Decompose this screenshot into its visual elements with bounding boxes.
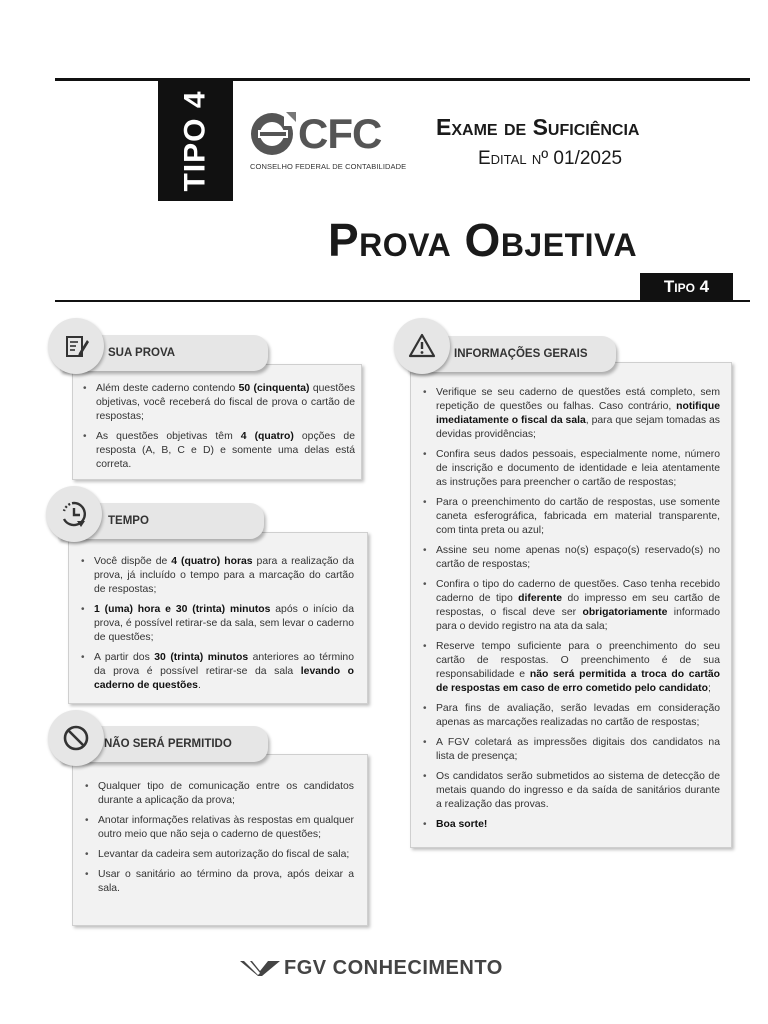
bold-text: diferente bbox=[518, 593, 563, 604]
clock-history-icon bbox=[59, 499, 89, 529]
list-item: • Qualquer tipo de comunicação entre os candidatos durante a aplicação da prova; bbox=[82, 780, 354, 808]
bold-text: levando o caderno de questões bbox=[94, 666, 355, 691]
list-item bbox=[420, 818, 720, 832]
bold-text: 4 (quatro) bbox=[240, 431, 294, 442]
list-item: • Para o preenchimento do cartão de respostas, use somente caneta esferográfica, fabricada em material transparente, com tinta preta ou azul; bbox=[420, 496, 720, 538]
list-item: • A partir dos 30 (trinta) minutos anteriores ao término da prova é possível retirar-se da sala levando o caderno de questões. bbox=[78, 651, 354, 693]
tipo-vertical-block bbox=[158, 81, 233, 201]
tempo-icon-badge bbox=[46, 486, 102, 542]
tempo-list bbox=[78, 555, 354, 699]
list-item: • Assine seu nome apenas no(s) espaço(s) reservado(s) no cartão de respostas; bbox=[420, 544, 720, 572]
bold-text: 4 (quatro) horas bbox=[171, 556, 253, 567]
informacoes-list bbox=[420, 386, 720, 838]
header-bottom-rule bbox=[55, 300, 750, 302]
nao-permitido-list bbox=[82, 780, 354, 902]
tipo-vertical-label: TIPO 4 bbox=[178, 90, 212, 192]
list-item: • Você dispõe de 4 (quatro) horas para a realização da prova, já incluído o tempo para a marcação do cartão de respostas; bbox=[78, 555, 354, 597]
sua-prova-title: SUA PROVA bbox=[108, 347, 176, 359]
bold-text: não será permitida a troca do cartão de respostas em caso de erro cometido pelo candidato bbox=[436, 669, 720, 694]
nao-permitido-title: NÃO SERÁ PERMITIDO bbox=[104, 738, 232, 750]
cfc-wordmark: CFC bbox=[298, 110, 382, 157]
edital-number: Edital nº 01/2025 bbox=[478, 148, 623, 169]
list-item: • Confira seus dados pessoais, especialmente nome, número de inscrição e documento de identidade e leia atentamente as instruções para preencher o cartão de respostas; bbox=[420, 448, 720, 490]
fgv-brand-text: FGV CONHECIMENTO bbox=[284, 956, 503, 979]
fgv-chevron-icon bbox=[240, 959, 280, 977]
warning-icon bbox=[407, 331, 437, 361]
tipo-badge bbox=[640, 273, 733, 301]
sua-prova-list bbox=[80, 382, 355, 478]
nao-permitido-icon-badge bbox=[48, 710, 104, 766]
list-item: • Usar o sanitário ao término da prova, após deixar a sala. bbox=[82, 868, 354, 896]
list-item: • A FGV coletará as impressões digitais dos candidatos na lista de presença; bbox=[420, 736, 720, 764]
list-item: • Confira o tipo do caderno de questões. Caso tenha recebido caderno de tipo diferente do impresso em seu cartão de respostas, o fiscal deve ser obrigatoriamente informado para o devido registro na ata da sala; bbox=[420, 578, 720, 634]
list-item: • Anotar informações relativas às respostas em qualquer outro meio que não seja o caderno de questões; bbox=[82, 814, 354, 842]
prohibited-icon bbox=[61, 723, 91, 753]
bold-text: 50 (cinquenta) bbox=[238, 383, 310, 394]
sua-prova-icon-badge bbox=[48, 318, 104, 374]
informacoes-title: INFORMAÇÕES GERAIS bbox=[454, 348, 588, 360]
cfc-emblem-icon bbox=[248, 110, 298, 158]
list-item: • Os candidatos serão submetidos ao sistema de detecção de metais quando do ingresso e da saída de sanitários durante a realização das provas. bbox=[420, 770, 720, 812]
bold-text: obrigatoriamente bbox=[582, 607, 668, 618]
list-item: • Reserve tempo suficiente para o preenchimento do seu cartão de respostas. O preenchimento é de sua responsabilidade e não será permitida a troca do cartão de respostas em caso de erro cometido pelo candidato; bbox=[420, 640, 720, 696]
bold-text: 30 (trinta) minutos bbox=[154, 652, 249, 663]
cfc-logo bbox=[248, 108, 407, 174]
edit-document-icon bbox=[61, 331, 91, 361]
fgv-footer-logo bbox=[240, 958, 503, 978]
tempo-title: TEMPO bbox=[108, 515, 149, 527]
list-item: • As questões objetivas têm 4 (quatro) opções de resposta (A, B, C e D) e somente uma delas está correta. bbox=[80, 430, 355, 472]
list-item: • Levantar da cadeira sem autorização do fiscal de sala; bbox=[82, 848, 354, 862]
list-item: • 1 (uma) hora e 30 (trinta) minutos após o início da prova, é possível retirar-se da sala, sem levar o caderno de questões; bbox=[78, 603, 354, 645]
list-item: • Verifique se seu caderno de questões está completo, sem repetição de questões ou falhas. Caso contrário, notifique imediatamente o fiscal da sala, para que sejam tomadas as devidas providências; bbox=[420, 386, 720, 442]
informacoes-icon-badge bbox=[394, 318, 450, 374]
bold-text: 1 (uma) hora e 30 (trinta) minutos bbox=[94, 604, 271, 615]
list-item: • Para fins de avaliação, serão levadas em consideração apenas as marcações realizadas no cartão de respostas; bbox=[420, 702, 720, 730]
exam-title: Exame de Suficiência bbox=[436, 114, 640, 140]
prova-title: Prova Objetiva bbox=[328, 214, 638, 266]
tipo-badge-label: Tipo 4 bbox=[663, 277, 710, 296]
cfc-subtitle: CONSELHO FEDERAL DE CONTABILIDADE bbox=[250, 162, 407, 171]
list-item: • Além deste caderno contendo 50 (cinquenta) questões objetivas, você receberá do fiscal de prova o cartão de respostas; bbox=[80, 382, 355, 424]
bold-text: Boa sorte! bbox=[436, 819, 488, 830]
bold-text: notifique imediatamente o fiscal da sala bbox=[436, 401, 720, 426]
